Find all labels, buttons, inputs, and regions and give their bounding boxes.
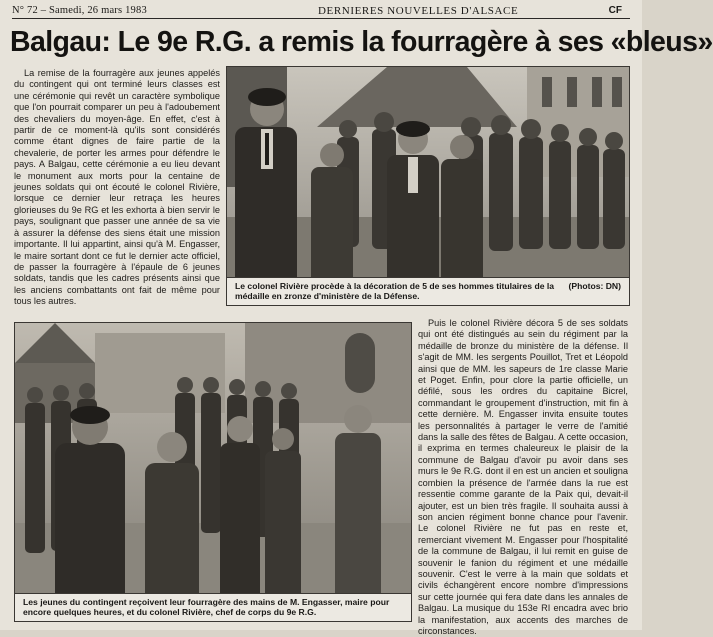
photo-decoration-ceremony: [226, 66, 630, 306]
photo-caption-top: [227, 277, 629, 305]
photo-caption-bottom: [15, 593, 411, 621]
issue-date: N° 72 – Samedi, 26 mars 1983: [12, 5, 147, 16]
conscripts-photo-illustration: [15, 323, 411, 621]
article-paragraph-2: Puis le colonel Rivière décora 5 de ses soldats qui ont été distingués au sein du régiment par la médaille de bronze du ministère de la défense. Il s'agit de MM. les sergents Pouillot, Tret et Léopold ainsi que de MM. les sapeurs de 1re classe Marie et Poget. Enfin, pour clore la partie officielle, un défilé, sous les ordres du capitaine Bicrel, commandant le groupement d'instruction, mit fin à cette dernière. M. Engasser invita ensuite toutes les personnalités à partager le verre de l'amitié dans la salle des fêtes de Balgau. A cette occasion, il exprima en termes chaleureux le plaisir de la commune de Balgau d'avoir pu avoir dans ses murs le 9e R.G. dont il en est un ancien et souligna combien la présence de l'armée dans la rue est ressentie comme garante de la Paix qui, devait-il ajouter, est un bien très fragile. Il souhaita aussi à son ancien régiment bonne chance pour l'avenir. Le colonel Rivière ne fut pas en reste et, remerciant vivement M. Engasser pour l'hospitalité de la commune de Balgau, il lui remit en guise de souvenir le fanion du régiment et une médaille souvenir. C'est le verre à la main que soldats et civils échangèrent encore nombre d'impressions sur cette journée qui fera date dans les annales de Balgau. La musique du 153e RI encadra avec brio la manifestation, aux accents des marches de circonstances.: [418, 318, 628, 636]
article-column-1: [14, 68, 220, 307]
photo-fourragere-ceremony: [14, 322, 412, 622]
soldiers-photo-illustration: [227, 67, 629, 305]
caption-text-bottom: Les jeunes du contingent reçoivent leur fourragère des mains de M. Engasser, maire pour encore quelques heures, et du colonel Rivière, chef de corps du 9e R.G.: [23, 596, 390, 618]
masthead: [12, 4, 630, 19]
headline: Balgau: Le 9e R.G. a remis la fourragère à ses «bleus»: [10, 26, 713, 58]
article-column-2: [418, 318, 628, 636]
newspaper-name: DERNIERES NOUVELLES D'ALSACE: [318, 5, 519, 17]
article-paragraph-1: La remise de la fourragère aux jeunes appelés du contingent qui ont terminé leurs classes est une cérémonie qui revêt un caractère symbolique que l'on pourrait comparer un peu à l'adoubement des chevaliers du moyen-âge. En effet, c'est à partir de ce moment-là qu'ils sont considérés comme étant dignes de faire partie de la chevalerie, de porter les armes pour défendre le pays. A Balgau, cette cérémonie a eu lieu devant le monument aux morts pour la centaine de jeunes soldats qui ont écouté le colonel Rivière, lorsque ce dernier leur retraça les heures glorieuses du 9e RG et les exhorta à bien servir le pays, soulignant que passer une année de sa vie à assurer la défense des siens était une mission importante. Il lui appartint, ainsi qu'à M. Engasser, le maire sortant dont ce fut le dernier acte officiel, de passer la fourragère à l'épaule de 6 jeunes soldats, tandis que les cadres présents ainsi que les anciens combattants ont fait de même pour tous les autres.: [14, 68, 220, 307]
photo-credit: (Photos: DN): [568, 280, 621, 291]
caption-text-top: Le colonel Rivière procède à la décoration de 5 de ses hommes titulaires de la médaille en zronze d'ministère de la Défense.: [235, 280, 555, 302]
edition-code: CF: [608, 5, 622, 16]
